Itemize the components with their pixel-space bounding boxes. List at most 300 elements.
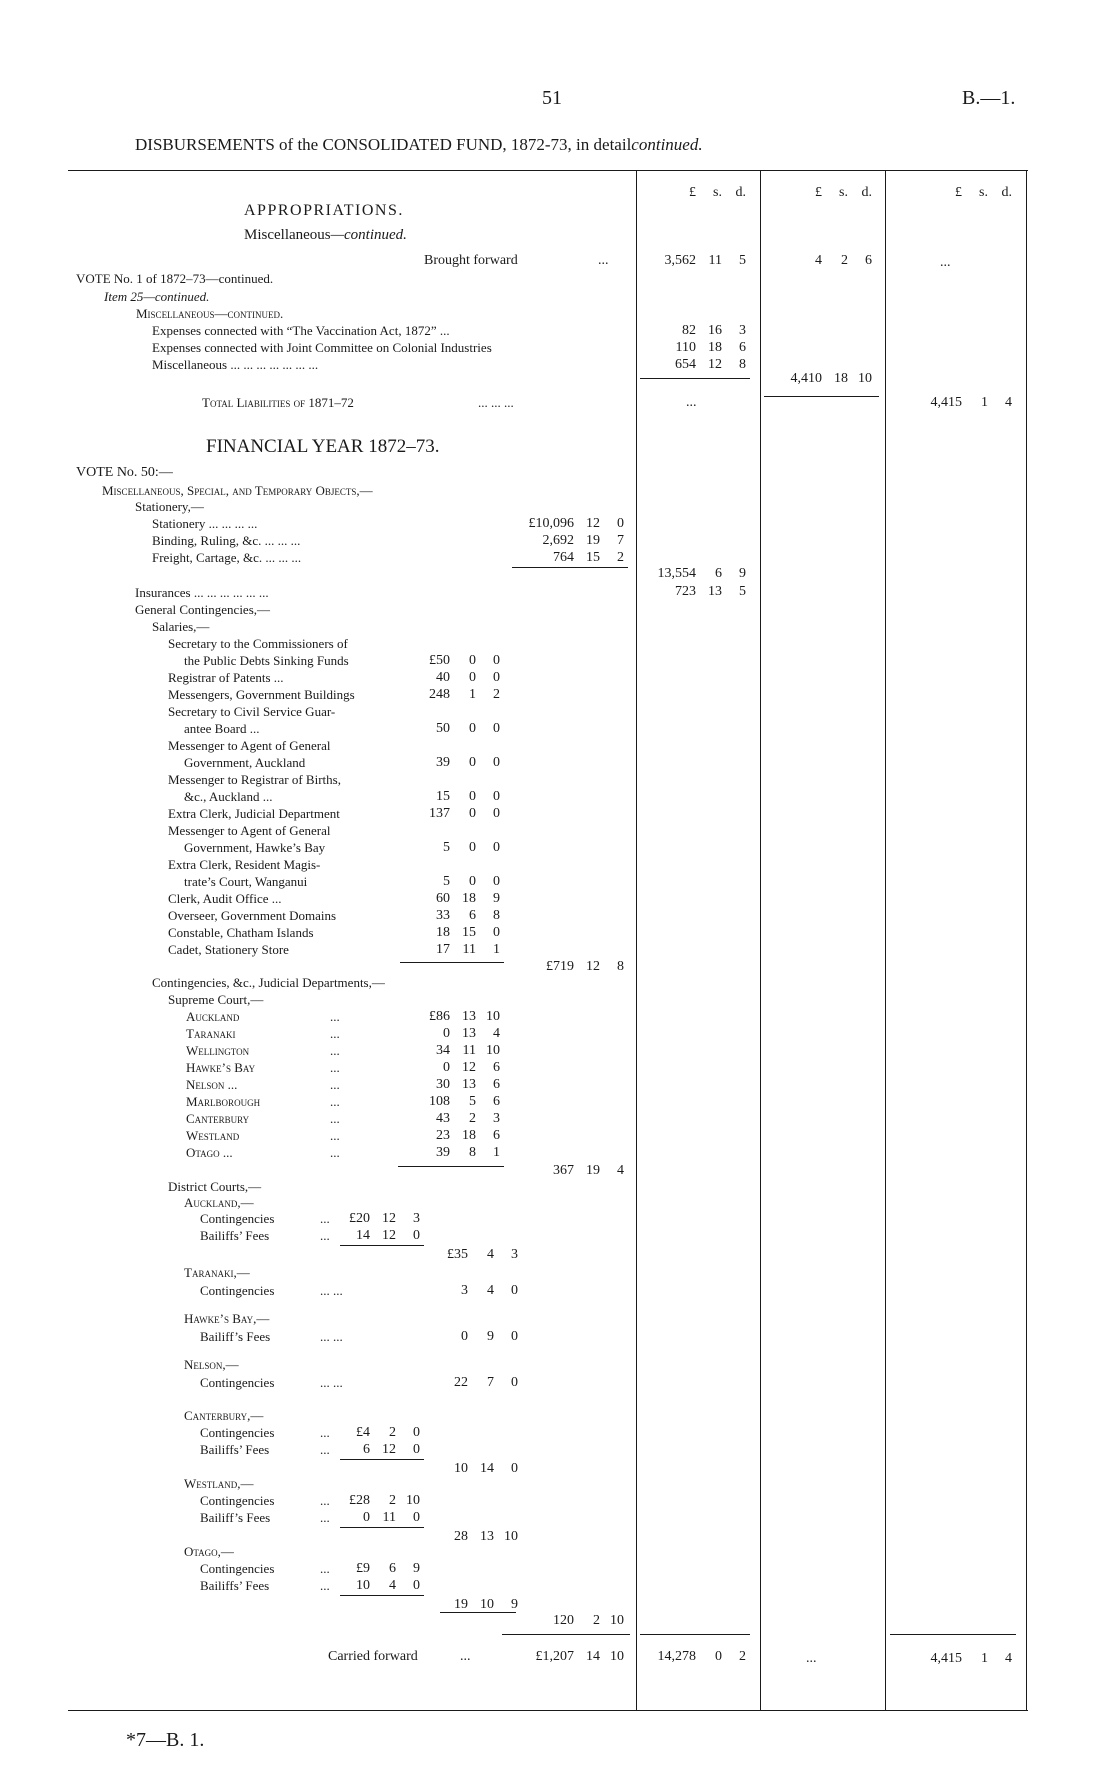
supreme-court-row-amount-pounds: 0	[443, 1026, 450, 1041]
salary-row-amount-shillings: 6	[469, 908, 476, 923]
salary-row-label: Clerk, Audit Office ...	[168, 891, 282, 906]
supreme-court-row-amount-shillings: 2	[469, 1111, 476, 1126]
salary-row-amount	[388, 807, 500, 821]
financial-year-heading: FINANCIAL YEAR 1872–73.	[206, 436, 440, 457]
district-item-amount	[308, 1212, 420, 1226]
district-item-amount-shillings: 6	[389, 1561, 396, 1576]
brought-forward-col2	[760, 254, 872, 268]
brought-forward-col3: ...	[940, 255, 951, 270]
appropriation-row-amount-pounds: 110	[675, 340, 696, 355]
district-item-amount-pence: 0	[413, 1442, 420, 1457]
carried-forward-col1-pounds: 14,278	[657, 1649, 696, 1664]
salary-row-label: Messenger to Agent of General	[168, 738, 331, 753]
appropriation-row-label: Expenses connected with Joint Committee on Colonial Industries	[152, 340, 492, 355]
salary-row-amount-pence: 9	[493, 891, 500, 906]
salary-row-amount	[388, 688, 500, 702]
salary-row-amount-shillings: 15	[462, 925, 476, 940]
carried-forward-col1	[634, 1650, 746, 1664]
total-liabilities-col3	[900, 396, 1012, 410]
district-item-label: Bailiffs’ Fees	[200, 1442, 270, 1457]
insurances-amount	[634, 585, 746, 599]
salary-row-amount-pounds: 15	[436, 789, 450, 804]
district-item-label: Bailiff’s Fees	[200, 1510, 271, 1525]
carried-forward-col2: ...	[806, 1651, 817, 1666]
appropriation-row-amount-shillings: 16	[708, 323, 722, 338]
stationery-row-amount	[512, 551, 624, 565]
stationery-total	[634, 567, 746, 581]
brought-forward-col2-pounds: 4	[815, 253, 822, 268]
page-title-text: DISBURSEMENTS of the CONSOLIDATED FUND, 1872-73, in detail	[135, 135, 632, 154]
column-header-2	[760, 186, 872, 200]
supreme-court-row-amount-pence: 10	[486, 1009, 500, 1024]
appropriation-row-amount-pence: 6	[739, 340, 746, 355]
district-total-pence: 3	[511, 1247, 518, 1262]
carried-forward-inner	[512, 1650, 624, 1664]
salary-row-label: Registrar of Patents ...	[168, 670, 284, 685]
salary-row-amount	[388, 892, 500, 906]
rule-carried-col3	[890, 1634, 1016, 1635]
supreme-court-row-amount-pence: 6	[493, 1060, 500, 1075]
district-item-dots: ...	[320, 1561, 330, 1576]
district-name: Hawke’s Bay,—	[184, 1311, 270, 1326]
stationery-row-amount-shillings: 19	[586, 533, 600, 548]
salary-row-amount-pence: 0	[493, 721, 500, 736]
salary-row-amount-pounds: 39	[436, 755, 450, 770]
supreme-court-row-amount-pounds: £86	[429, 1009, 450, 1024]
appropriation-row-amount	[634, 324, 746, 338]
column-divider-2	[760, 170, 761, 1710]
salary-row-amount-shillings: 0	[469, 670, 476, 685]
column-header-1-shillings: s.	[713, 185, 722, 200]
total-liabilities-col3-pence: 4	[1005, 395, 1012, 410]
supreme-court-row-label: Auckland	[186, 1009, 240, 1024]
rule-district-subtotal	[340, 1595, 424, 1596]
salary-row-amount-pence: 0	[493, 806, 500, 821]
salary-row-amount-pounds: £50	[429, 653, 450, 668]
supreme-court-row-amount-pence: 4	[493, 1026, 500, 1041]
appropriation-row-amount-pounds: 654	[675, 357, 696, 372]
salary-row-amount-shillings: 1	[469, 687, 476, 702]
salary-row-label: Messenger to Agent of General	[168, 823, 331, 838]
salary-row-label: Government, Hawke’s Bay	[184, 840, 326, 855]
district-item-amount-pence: 3	[413, 1211, 420, 1226]
salary-row-label: Overseer, Government Domains	[168, 908, 337, 923]
salary-row-label: Secretary to Civil Service Guar-	[168, 704, 336, 719]
salary-row-amount-pence: 0	[493, 755, 500, 770]
general-contingencies-heading: General Contingencies,—	[135, 602, 271, 617]
salary-row-label: Extra Clerk, Resident Magis-	[168, 857, 321, 872]
stationery-row-amount	[512, 517, 624, 531]
district-item-amount	[308, 1443, 420, 1457]
district-item-amount-shillings: 11	[382, 1510, 396, 1525]
district-total-shillings: 7	[487, 1375, 494, 1390]
insurances-amount-pence: 5	[739, 584, 746, 599]
supreme-court-row-dots: ...	[330, 1060, 340, 1075]
supreme-court-total-pounds: 367	[553, 1163, 574, 1178]
supreme-court-row-amount-pence: 6	[493, 1128, 500, 1143]
salary-row-amount-pounds: 40	[436, 670, 450, 685]
carried-forward-col3-shillings: 1	[981, 1651, 988, 1666]
stationery-total-pence: 9	[739, 566, 746, 581]
district-total-pounds: 19	[454, 1597, 468, 1612]
salary-row-label: Messenger to Registrar of Births,	[168, 772, 341, 787]
district-total-pounds: £35	[447, 1247, 468, 1262]
district-item-amount-pounds: £20	[349, 1211, 370, 1226]
district-total-pence: 10	[504, 1529, 518, 1544]
salary-row-amount-shillings: 0	[469, 721, 476, 736]
district-item-amount-pounds: £4	[356, 1425, 370, 1440]
supreme-court-row-amount-shillings: 8	[469, 1145, 476, 1160]
supreme-court-row-amount-shillings: 13	[462, 1009, 476, 1024]
district-total-shillings: 13	[480, 1529, 494, 1544]
stationery-total-shillings: 6	[715, 566, 722, 581]
district-total-shillings: 4	[487, 1247, 494, 1262]
supreme-court-row-label: Nelson ...	[186, 1077, 238, 1092]
column-header-1-pence: d.	[735, 185, 746, 200]
salary-row-amount-pounds: 137	[429, 806, 450, 821]
column-header-2-pounds: £	[815, 185, 822, 200]
supreme-court-row-amount-pounds: 23	[436, 1128, 450, 1143]
district-total	[406, 1598, 518, 1612]
supreme-court-row-amount	[388, 1095, 500, 1109]
column-header-2-pence: d.	[861, 185, 872, 200]
carried-forward-dots: ...	[460, 1649, 471, 1664]
district-item-amount-shillings: 2	[389, 1493, 396, 1508]
district-item-amount	[308, 1229, 420, 1243]
district-item-amount	[308, 1579, 420, 1593]
appropriations-subtotal-col2-pence: 10	[858, 371, 872, 386]
salaries-total-pence: 8	[617, 959, 624, 974]
rule-district-subtotal	[340, 1245, 424, 1246]
carried-forward-col1-shillings: 0	[715, 1649, 722, 1664]
district-item-label: Contingencies	[200, 1211, 275, 1226]
misc-special-heading: Miscellaneous, Special, and Temporary Objects,—	[102, 483, 373, 498]
item-25-heading: Item 25—continued.	[104, 289, 210, 304]
district-courts-heading: District Courts,—	[168, 1179, 262, 1194]
total-liabilities-col1: ...	[686, 395, 697, 410]
supreme-court-row-label: Marlborough	[186, 1094, 261, 1109]
salary-row-amount-shillings: 0	[469, 806, 476, 821]
column-header-3-pounds: £	[955, 185, 962, 200]
vote-50-heading: VOTE No. 50:—	[76, 465, 173, 480]
rule-carried-col1	[640, 1634, 750, 1635]
salary-row-amount-shillings: 0	[469, 789, 476, 804]
appropriation-row-amount-shillings: 12	[708, 357, 722, 372]
salary-row-label: Cadet, Stationery Store	[168, 942, 289, 957]
district-courts-total-pounds: 120	[553, 1613, 574, 1628]
salary-row-amount-pounds: 248	[429, 687, 450, 702]
appropriation-row-amount-shillings: 18	[708, 340, 722, 355]
stationery-row-amount-pence: 7	[617, 533, 624, 548]
total-liabilities-dots: ... ... ...	[478, 395, 514, 410]
supreme-court-row-dots: ...	[330, 1077, 340, 1092]
supreme-court-row-dots: ...	[330, 1145, 340, 1160]
salary-row-amount-shillings: 11	[462, 942, 476, 957]
stationery-row-amount-shillings: 15	[586, 550, 600, 565]
stationery-total-pounds: 13,554	[657, 566, 696, 581]
supreme-court-row-label: Otago ...	[186, 1145, 233, 1160]
supreme-court-row-amount-pounds: 39	[436, 1145, 450, 1160]
salary-row-label: the Public Debts Sinking Funds	[184, 653, 349, 668]
insurances-amount-shillings: 13	[708, 584, 722, 599]
stationery-row-amount	[512, 534, 624, 548]
rule-appropriations	[640, 378, 750, 379]
salary-row-label: &c., Auckland ...	[184, 789, 273, 804]
brought-forward-col1-pence: 5	[739, 253, 746, 268]
district-item-label: Contingencies	[200, 1283, 275, 1298]
frame-top	[68, 170, 1028, 171]
carried-forward-col3-pounds: 4,415	[930, 1651, 962, 1666]
supreme-court-row-amount	[388, 1146, 500, 1160]
carried-forward-inner-pence: 10	[610, 1649, 624, 1664]
salary-row-amount-pence: 2	[493, 687, 500, 702]
district-item-amount-pounds: 14	[356, 1228, 370, 1243]
district-total	[406, 1248, 518, 1262]
salary-row-amount-pence: 8	[493, 908, 500, 923]
stationery-heading: Stationery,—	[135, 499, 204, 514]
district-item-label: Contingencies	[200, 1561, 275, 1576]
appropriations-subtotal-col2-shillings: 18	[834, 371, 848, 386]
salary-row-amount-pence: 1	[493, 942, 500, 957]
district-name: Canterbury,—	[184, 1408, 264, 1423]
district-item-amount-pounds: £9	[356, 1561, 370, 1576]
district-total-shillings: 10	[480, 1597, 494, 1612]
total-liabilities-label: Total Liabilities of 1871–72	[202, 395, 354, 410]
district-item-label: Contingencies	[200, 1493, 275, 1508]
supreme-court-row-amount-pounds: 34	[436, 1043, 450, 1058]
insurances-amount-pounds: 723	[675, 584, 696, 599]
appropriations-subheading-suffix: —continued.	[330, 227, 407, 243]
salary-row-amount	[388, 790, 500, 804]
salary-row-amount-pounds: 60	[436, 891, 450, 906]
supreme-court-row-label: Taranaki	[186, 1026, 236, 1041]
salary-row-amount-pence: 0	[493, 840, 500, 855]
district-item-amount-pence: 0	[413, 1425, 420, 1440]
district-total-pence: 0	[511, 1329, 518, 1344]
salary-row-amount-pounds: 18	[436, 925, 450, 940]
stationery-row-amount-pence: 0	[617, 516, 624, 531]
rule-district	[440, 1612, 516, 1613]
district-item-label: Bailiffs’ Fees	[200, 1578, 270, 1593]
district-item-dots: ...	[320, 1425, 330, 1440]
district-courts-total-pence: 10	[610, 1613, 624, 1628]
brought-forward-label: Brought forward	[424, 253, 518, 268]
stationery-row-amount-pounds: 764	[553, 550, 574, 565]
column-header-1-pounds: £	[689, 185, 696, 200]
supreme-court-row-amount	[388, 1044, 500, 1058]
total-liabilities-col3-shillings: 1	[981, 395, 988, 410]
district-item-label: Contingencies	[200, 1375, 275, 1390]
column-header-3-shillings: s.	[979, 185, 988, 200]
rule-salaries	[400, 962, 504, 963]
district-item-dots: ...	[320, 1442, 330, 1457]
salary-row-amount-shillings: 18	[462, 891, 476, 906]
rule-supreme	[398, 1166, 504, 1167]
supreme-court-total	[512, 1164, 624, 1178]
carried-forward-col1-pence: 2	[739, 1649, 746, 1664]
appropriation-row-amount	[634, 341, 746, 355]
stationery-row-label: Stationery ... ... ... ...	[152, 516, 258, 531]
brought-forward-dots: ...	[598, 253, 609, 268]
district-name: Westland,—	[184, 1476, 254, 1491]
salary-row-label: Government, Auckland	[184, 755, 306, 770]
supreme-court-row-amount-shillings: 13	[462, 1026, 476, 1041]
salary-row-amount	[388, 875, 500, 889]
district-item-amount-shillings: 4	[389, 1578, 396, 1593]
salary-row-amount	[388, 909, 500, 923]
salary-row-amount	[388, 671, 500, 685]
district-item-dots: ... ...	[320, 1283, 343, 1298]
supreme-court-row-label: Westland	[186, 1128, 240, 1143]
carried-forward-col3-pence: 4	[1005, 1651, 1012, 1666]
district-total-pounds: 10	[454, 1461, 468, 1476]
district-item-amount-pence: 10	[406, 1493, 420, 1508]
brought-forward-col2-pence: 6	[865, 253, 872, 268]
salary-row-amount-shillings: 0	[469, 840, 476, 855]
salary-row-amount-shillings: 0	[469, 755, 476, 770]
district-item-amount-pence: 9	[413, 1561, 420, 1576]
salary-row-amount-pence: 0	[493, 789, 500, 804]
supreme-court-row-amount-pounds: 108	[429, 1094, 450, 1109]
column-divider-3	[885, 170, 886, 1710]
supreme-court-total-shillings: 19	[586, 1163, 600, 1178]
appropriation-row-amount-pounds: 82	[682, 323, 696, 338]
district-total-pence: 0	[511, 1461, 518, 1476]
district-name: Taranaki,—	[184, 1265, 250, 1280]
district-item-dots: ...	[320, 1510, 330, 1525]
salary-row-amount-pence: 0	[493, 874, 500, 889]
total-liabilities-col3-pounds: 4,415	[930, 395, 962, 410]
carried-forward-col3	[900, 1652, 1012, 1666]
appropriation-row-amount-pence: 3	[739, 323, 746, 338]
salary-row-label: antee Board ...	[184, 721, 260, 736]
salary-row-amount-shillings: 0	[469, 653, 476, 668]
supreme-court-row-dots: ...	[330, 1094, 340, 1109]
district-item-amount-pence: 0	[413, 1578, 420, 1593]
district-name: Auckland,—	[184, 1195, 254, 1210]
district-total-shillings: 9	[487, 1329, 494, 1344]
supreme-court-row-amount	[388, 1129, 500, 1143]
district-item-label: Bailiffs’ Fees	[200, 1228, 270, 1243]
column-divider-4	[1026, 170, 1027, 1710]
district-item-dots: ...	[320, 1578, 330, 1593]
appropriations-heading: APPROPRIATIONS.	[244, 202, 404, 219]
salary-row-amount	[388, 756, 500, 770]
district-item-amount-pence: 0	[413, 1510, 420, 1525]
salaries-total	[512, 960, 624, 974]
salary-row-amount-pounds: 17	[436, 942, 450, 957]
district-item-amount	[308, 1562, 420, 1576]
document-code: B.—1.	[962, 87, 1016, 109]
district-total	[406, 1462, 518, 1476]
supreme-court-row-amount-pence: 10	[486, 1043, 500, 1058]
district-item-amount-shillings: 12	[382, 1442, 396, 1457]
supreme-court-row-amount-pounds: 30	[436, 1077, 450, 1092]
supreme-court-row-amount-pence: 6	[493, 1094, 500, 1109]
salary-row-label: Messengers, Government Buildings	[168, 687, 355, 702]
supreme-court-row-label: Canterbury	[186, 1111, 250, 1126]
district-item-amount	[308, 1511, 420, 1525]
supreme-court-row-label: Wellington	[186, 1043, 250, 1058]
appropriations-subheading: Miscellaneous—continued.	[244, 227, 407, 243]
district-total	[406, 1376, 518, 1390]
district-item-dots: ...	[320, 1493, 330, 1508]
district-total-pence: 9	[511, 1597, 518, 1612]
appropriation-row-label: Expenses connected with “The Vaccination Act, 1872” ...	[152, 323, 450, 338]
brought-forward-col1-shillings: 11	[708, 253, 722, 268]
rule-district-subtotal	[340, 1459, 424, 1460]
stationery-row-amount-pence: 2	[617, 550, 624, 565]
salary-row-amount-pounds: 5	[443, 840, 450, 855]
district-item-amount-shillings: 2	[389, 1425, 396, 1440]
supreme-court-row-amount	[388, 1061, 500, 1075]
carried-forward-inner-pounds: £1,207	[535, 1649, 574, 1664]
district-total-shillings: 14	[480, 1461, 494, 1476]
supreme-court-row-dots: ...	[330, 1043, 340, 1058]
supreme-court-row-amount-pence: 6	[493, 1077, 500, 1092]
column-header-2-shillings: s.	[839, 185, 848, 200]
supreme-court-row-amount	[388, 1027, 500, 1041]
district-name: Nelson,—	[184, 1357, 239, 1372]
brought-forward-col1-pounds: 3,562	[664, 253, 696, 268]
district-item-dots: ...	[320, 1228, 330, 1243]
salary-row-amount-pence: 0	[493, 670, 500, 685]
page-number: 51	[542, 87, 562, 109]
salaries-heading: Salaries,—	[152, 619, 210, 634]
salary-row-amount	[388, 943, 500, 957]
judicial-departments-heading: Contingencies, &c., Judicial Departments,—	[152, 975, 385, 990]
supreme-court-row-amount	[388, 1078, 500, 1092]
supreme-court-row-amount-pounds: 43	[436, 1111, 450, 1126]
district-total-pounds: 28	[454, 1529, 468, 1544]
district-total-shillings: 4	[487, 1283, 494, 1298]
supreme-court-row-amount-pounds: 0	[443, 1060, 450, 1075]
salary-row-amount	[388, 722, 500, 736]
brought-forward-col2-shillings: 2	[841, 253, 848, 268]
brought-forward-col1	[634, 254, 746, 268]
footer-signature: *7—B. 1.	[126, 1729, 205, 1751]
district-courts-total	[512, 1614, 624, 1628]
appropriation-row-amount	[634, 358, 746, 372]
district-item-amount-shillings: 12	[382, 1228, 396, 1243]
page-title-suffix: continued.	[631, 135, 703, 154]
appropriation-row-amount-pence: 8	[739, 357, 746, 372]
vote-1-heading: VOTE No. 1 of 1872–73—continued.	[76, 271, 274, 286]
district-item-dots: ... ...	[320, 1329, 343, 1344]
salary-row-amount	[388, 654, 500, 668]
salary-row-amount-pence: 0	[493, 653, 500, 668]
carried-forward-label: Carried forward	[328, 1649, 418, 1664]
supreme-court-row-dots: ...	[330, 1026, 340, 1041]
page-title	[135, 136, 703, 153]
district-total	[406, 1330, 518, 1344]
supreme-court-total-pence: 4	[617, 1163, 624, 1178]
stationery-row-amount-shillings: 12	[586, 516, 600, 531]
district-item-amount-pounds: 10	[356, 1578, 370, 1593]
salary-row-amount-pounds: 5	[443, 874, 450, 889]
district-total-pounds: 22	[454, 1375, 468, 1390]
salary-row-amount-shillings: 0	[469, 874, 476, 889]
supreme-court-row-dots: ...	[330, 1111, 340, 1126]
salary-row-label: Extra Clerk, Judicial Department	[168, 806, 340, 821]
supreme-court-heading: Supreme Court,—	[168, 992, 264, 1007]
supreme-court-row-amount-shillings: 11	[462, 1043, 476, 1058]
supreme-court-row-amount-pence: 3	[493, 1111, 500, 1126]
district-total-pence: 0	[511, 1375, 518, 1390]
rule-carried-inner	[502, 1634, 630, 1635]
stationery-row-amount-pounds: 2,692	[542, 533, 574, 548]
supreme-court-row-dots: ...	[330, 1009, 340, 1024]
